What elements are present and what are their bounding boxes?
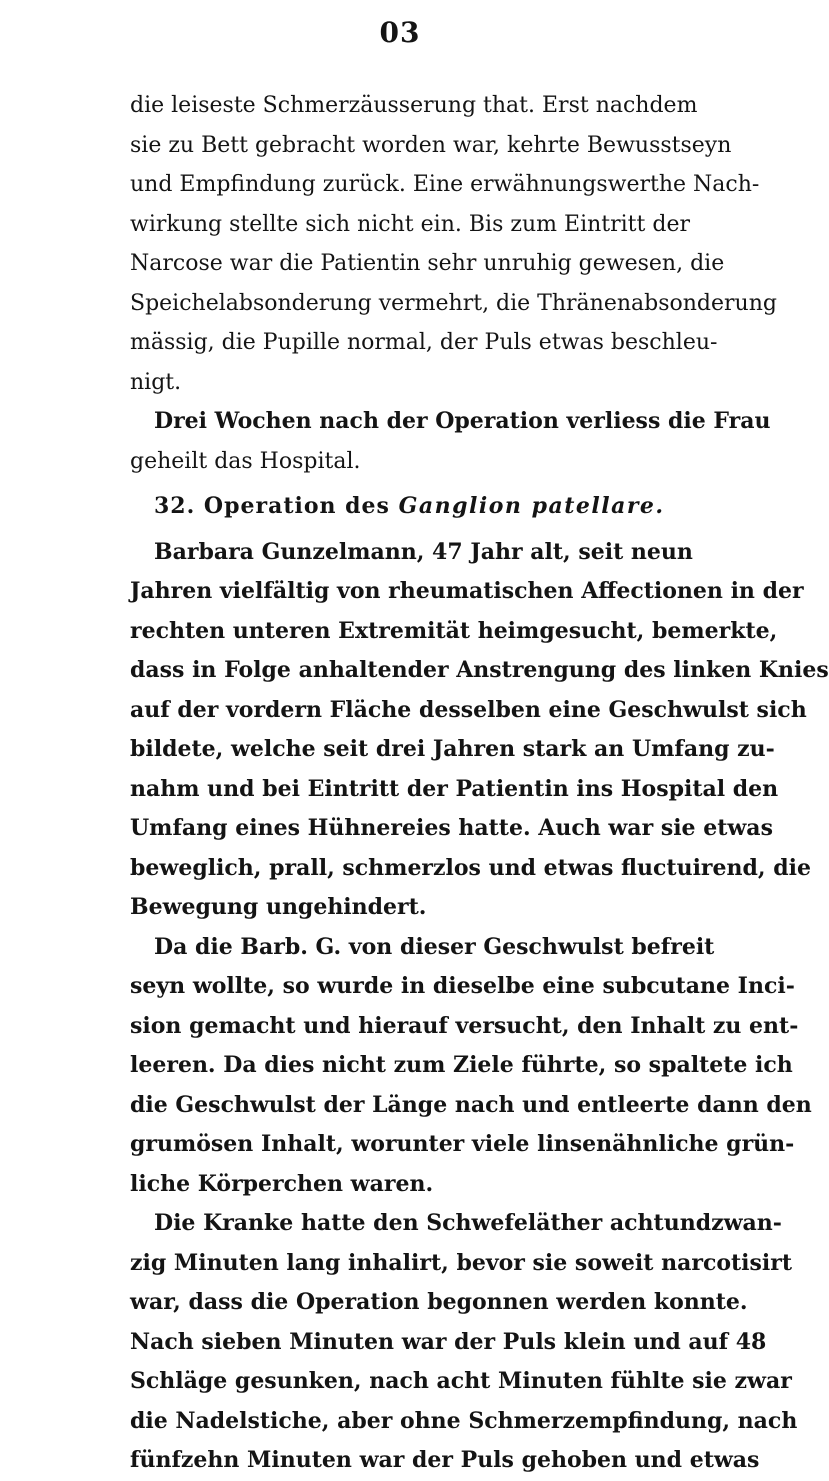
text-line: Nach sieben Minuten war der Puls klein und auf 48 xyxy=(130,1328,767,1355)
text-line: die Geschwulst der Länge nach und entleerte dann den xyxy=(130,1091,812,1118)
text-line: Barbara Gunzelmann, 47 Jahr alt, seit neun xyxy=(154,538,693,565)
text-line: grumösen Inhalt, worunter viele linsenähnliche grün- xyxy=(130,1131,795,1157)
text-line: die leiseste Schmerzäusserung that. Erst nachdem xyxy=(130,93,698,118)
paragraph-operation xyxy=(130,928,812,1205)
text-line: Da die Barb. G. von dieser Geschwulst befreit xyxy=(154,933,715,960)
text-line: beweglich, prall, schmerzlos und etwas fluctuirend, die xyxy=(130,854,811,881)
text-line: leeren. Da dies nicht zum Ziele führte, so spaltete ich xyxy=(130,1052,793,1078)
text-line: Jahren vielfältig von rheumatischen Affectionen in der xyxy=(130,578,804,604)
text-line: liche Körperchen waren. xyxy=(130,1170,434,1197)
text-line: Speichelabsonderung vermehrt, die Thränenabsonderung xyxy=(130,290,777,316)
text-line: Drei Wochen nach der Operation verliess die Frau xyxy=(154,408,771,434)
text-line: sion gemacht und hierauf versucht, den Inhalt zu ent- xyxy=(130,1012,799,1039)
paragraph-case-history xyxy=(130,533,829,928)
text-line: seyn wollte, so wurde in dieselbe eine subcutane Inci- xyxy=(130,973,795,999)
text-line: dass in Folge anhaltender Anstrengung des linken Knies xyxy=(130,657,829,683)
text-line: Narcose war die Patientin sehr unruhig gewesen, die xyxy=(130,251,725,276)
text-line: Bewegung ungehindert. xyxy=(130,894,427,920)
text-line: sie zu Bett gebracht worden war, kehrte Bewusstseyn xyxy=(130,132,732,158)
text-line: fünfzehn Minuten war der Puls gehoben und etwas xyxy=(130,1447,760,1473)
section-heading xyxy=(130,487,690,527)
section-heading-prefix: 32. Operation des xyxy=(154,493,390,519)
text-line: und Empfindung zurück. Eine erwähnungswerthe Nach- xyxy=(130,172,760,197)
text-line: mässig, die Pupille normal, der Puls etwas beschleu- xyxy=(130,330,718,355)
text-line: Die Kranke hatte den Schwefeläther achtundzwan- xyxy=(154,1210,782,1236)
page-number: 03 xyxy=(379,16,421,49)
text-line: Umfang eines Hühnereies hatte. Auch war sie etwas xyxy=(130,815,773,841)
page-body xyxy=(130,86,829,1481)
text-line: auf der vordern Fläche desselben eine Geschwulst sich xyxy=(130,696,807,723)
text-line: zig Minuten lang inhalirt, bevor sie soweit narcotisirt xyxy=(130,1249,793,1276)
text-line: die Nadelstiche, aber ohne Schmerzempfindung, nach xyxy=(130,1407,798,1434)
text-line: Schläge gesunken, nach acht Minuten fühlte sie zwar xyxy=(130,1368,792,1394)
paragraph-ether xyxy=(130,1204,798,1481)
paragraph-discharge xyxy=(130,402,771,481)
text-line: nahm und bei Eintritt der Patientin ins Hospital den xyxy=(130,775,779,802)
text-line: war, dass die Operation begonnen werden konnte. xyxy=(130,1289,748,1315)
text-line: geheilt das Hospital. xyxy=(130,448,361,474)
text-line: wirkung stellte sich nicht ein. Bis zum Eintritt der xyxy=(130,211,690,237)
text-line: rechten unteren Extremität heimgesucht, bemerkte, xyxy=(130,617,778,644)
text-line: bildete, welche seit drei Jahren stark an Umfang zu- xyxy=(130,736,775,762)
paragraph-narcose-continuation xyxy=(130,86,777,402)
text-line: nigt. xyxy=(130,369,182,395)
section-heading-subject: Ganglion patellare. xyxy=(398,493,665,519)
